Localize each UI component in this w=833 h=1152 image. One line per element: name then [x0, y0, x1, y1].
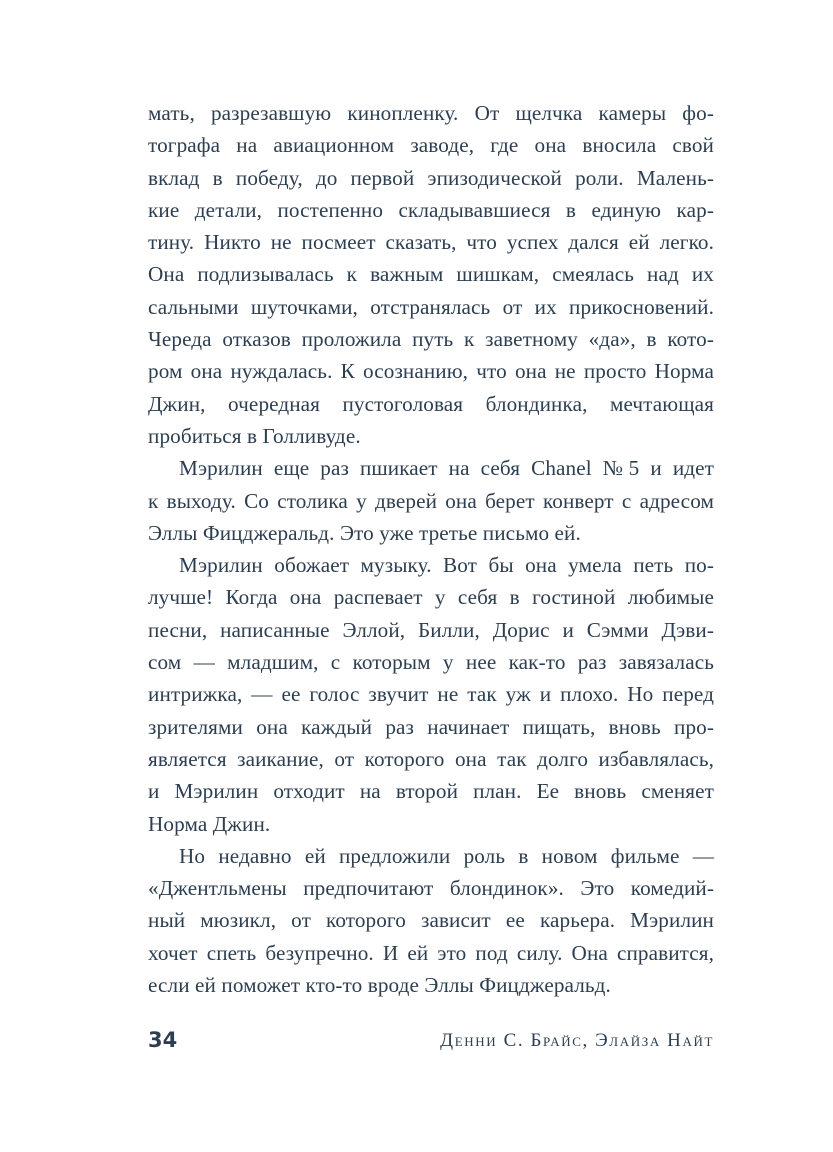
paragraph-1	[148, 97, 714, 452]
text-line: кие детали, постепенно складывавшиеся в единую кар-	[148, 197, 714, 222]
text-line: ром она нуждалась. К осознанию, что она не просто Норма	[148, 359, 714, 384]
text-line: ный мюзикл, от которого зависит ее карьера. Мэрилин	[148, 908, 714, 933]
text-line: вклад в победу, до первой эпизодической роли. Малень-	[148, 165, 714, 190]
text-line: Мэрилин обожает музыку. Вот бы она умела петь по-	[179, 553, 714, 578]
text-line: является заикание, от которого она так долго избавлялась,	[148, 746, 714, 771]
text-line: Эллы Фицджеральд. Это уже третье письмо ей.	[148, 520, 581, 545]
text-line: лучше! Когда она распевает у себя в гостиной любимые	[148, 585, 714, 610]
text-line: и Мэрилин отходит на второй план. Ее вновь сменяет	[148, 779, 714, 804]
text-line: пробиться в Голливуде.	[148, 423, 361, 448]
text-line: интрижка, — ее голос звучит не так уж и плохо. Но перед	[148, 682, 714, 707]
text-line: Джин, очередная пустоголовая блондинка, мечтающая	[148, 391, 714, 416]
paragraph-4	[148, 840, 714, 1001]
body-text	[148, 97, 714, 1001]
text-line: Мэрилин еще раз пшикает на себя Chanel №5 и идет	[179, 456, 714, 481]
text-line: тографа на авиационном заводе, где она вносила свой	[148, 133, 714, 158]
page-number: 34	[148, 1028, 178, 1052]
text-line: к выходу. Со столика у дверей она берет конверт с адресом	[148, 488, 714, 513]
text-line: сом — младшим, с которым у нее как-то раз завязалась	[148, 650, 714, 675]
text-line: если ей поможет кто-то вроде Эллы Фицджеральд.	[148, 973, 611, 998]
text-line: «Джентльмены предпочитают блондинок». Это комедий-	[148, 876, 714, 901]
text-line: Череда отказов проложила путь к заветному «да», в кото-	[148, 327, 714, 352]
text-line: сальными шуточками, отстранялась от их прикосновений.	[148, 294, 714, 319]
text-line: Но недавно ей предложили роль в новом фильме —	[179, 843, 714, 868]
text-line: хочет спеть безупречно. И ей это под силу. Она справится,	[148, 940, 714, 965]
running-footer-authors: Денни С. Брайс, Элайза Найт	[440, 1030, 714, 1051]
text-line: мать, разрезавшую кинопленку. От щелчка камеры фо-	[148, 101, 714, 125]
text-line: тину. Никто не посмеет сказать, что успех дался ей легко.	[148, 230, 714, 255]
paragraph-2	[148, 452, 714, 549]
text-line: зрителями она каждый раз начинает пищать, вновь про-	[148, 714, 714, 739]
text-line: песни, написанные Эллой, Билли, Дорис и Сэмми Дэви-	[148, 617, 714, 642]
text-line: Она подлизывалась к важным шишкам, смеялась над их	[148, 262, 714, 287]
text-line: Норма Джин.	[148, 811, 271, 836]
paragraph-3	[148, 549, 714, 840]
